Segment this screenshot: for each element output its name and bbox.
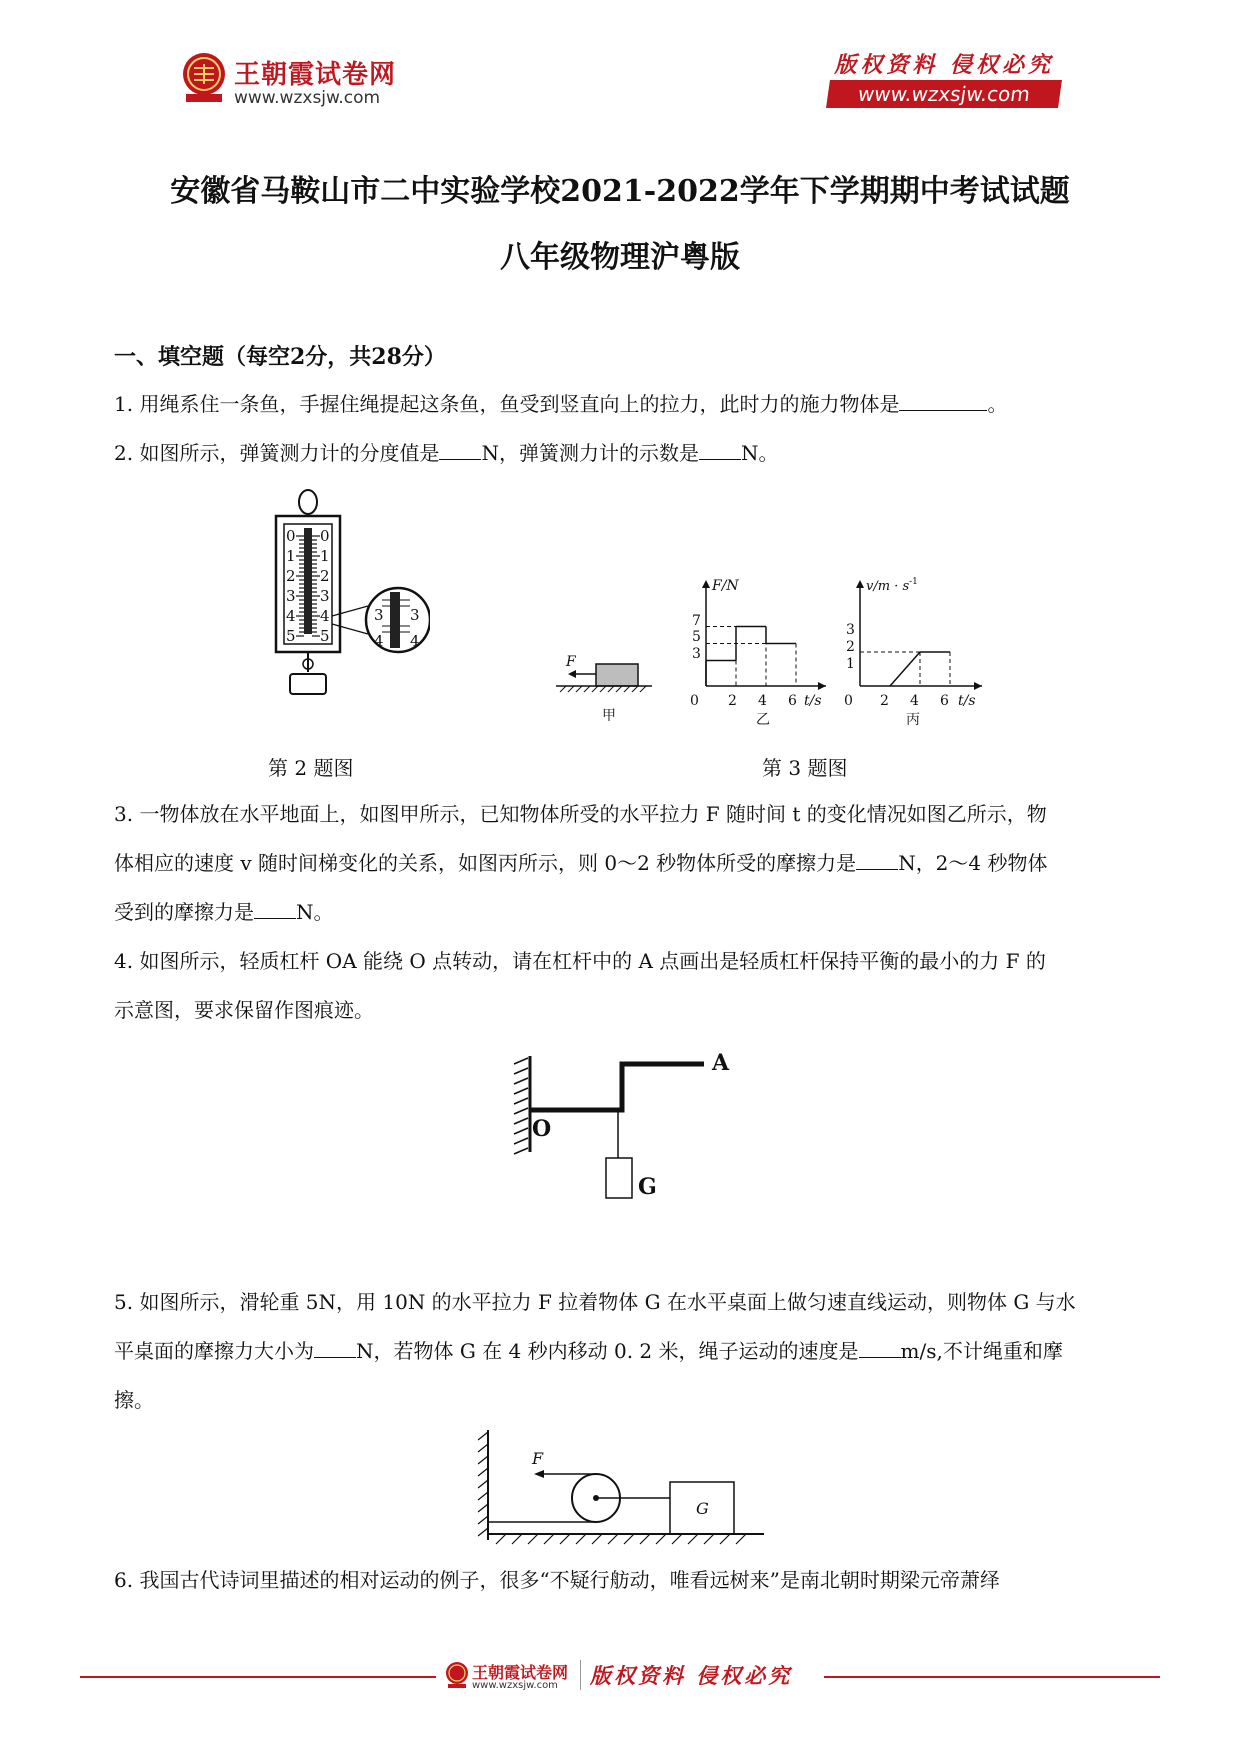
- force-label: F: [566, 654, 576, 670]
- pulley-figure: [474, 1428, 764, 1552]
- question-5-line1: 5. 如图所示，滑轮重 5N，用 10N 的水平拉力 F 拉着物体 G 在水平桌面上做匀速直线运动，则物体 G 与水: [114, 1290, 1076, 1314]
- question-5-line3: 擦。: [114, 1388, 154, 1412]
- question-3-line3: 受到的摩擦力是 N。: [114, 900, 334, 924]
- page-subtitle: 八年级物理沪粤版: [500, 240, 740, 275]
- scale-tick-label: 3: [320, 587, 330, 605]
- fig3-bing-ylabel: $v/m \cdot s^{-1}$: [866, 577, 918, 594]
- fig-caption-yi: 乙: [756, 712, 770, 728]
- scale-tick-label: 1: [286, 547, 296, 565]
- zoom-tick-label: 4: [410, 632, 420, 650]
- answer-blank[interactable]: [314, 1339, 356, 1358]
- scale-tick-label: 4: [320, 607, 330, 625]
- footer-divider: [580, 1660, 581, 1690]
- fig3-yi-xtick: 4: [758, 693, 767, 709]
- lever-label-o: O: [532, 1116, 552, 1142]
- fig3-yi-ytick: 5: [692, 629, 701, 645]
- logo-name: 王朝霞试卷网: [234, 60, 397, 90]
- fig3-yi-xtick: 6: [788, 693, 797, 709]
- fig3-bing-ytick: 2: [846, 639, 855, 655]
- copyright-banner: [822, 48, 1060, 110]
- pulley-label-f: F: [532, 1449, 544, 1468]
- scale-tick-label: 2: [320, 567, 330, 585]
- fig3-bing-xlabel: t/s: [958, 693, 976, 709]
- scale-tick-label: 5: [320, 627, 330, 645]
- fig3-bing-xtick: 4: [910, 693, 919, 709]
- fig3-yi-ytick: 3: [692, 646, 701, 662]
- question-6-line1: 6. 我国古代诗词里描述的相对运动的例子，很多“不疑行舫动，唯看远树来”是南北朝时期梁元帝萧绎: [114, 1568, 1000, 1592]
- footer-logo-url[interactable]: www.wzxsjw.com: [472, 1680, 558, 1691]
- answer-blank[interactable]: [899, 392, 987, 411]
- section-heading: 一、填空题（每空2分，共28分）: [114, 344, 446, 370]
- question-3-line1: 3. 一物体放在水平地面上，如图甲所示，已知物体所受的水平拉力 F 随时间 t 的变化情况如图乙所示，物: [114, 802, 1047, 826]
- lever-figure: [504, 1046, 744, 1216]
- question-1: 1. 用绳系住一条鱼，手握住绳提起这条鱼，鱼受到竖直向上的拉力，此时力的施力物体是 。: [114, 392, 1008, 416]
- lever-label-a: A: [712, 1050, 730, 1076]
- question-2: 2. 如图所示，弹簧测力计的分度值是 N，弹簧测力计的示数是 N。: [114, 441, 779, 465]
- answer-blank[interactable]: [859, 1339, 901, 1358]
- zoom-tick-label: 4: [374, 632, 384, 650]
- scale-tick-label: 3: [286, 587, 296, 605]
- scale-tick-label: 0: [320, 527, 330, 545]
- question-3-line2: 体相应的速度 v 随时间梯变化的关系，如图丙所示，则 0～2 秒物体所受的摩擦力是 N，2～4 秒物体: [114, 851, 1048, 875]
- footer-rule-left: [80, 1676, 436, 1678]
- velocity-segment: [890, 652, 920, 686]
- fig3-bing-xtick: 0: [844, 693, 853, 709]
- fig3-bing-ytick: 3: [846, 622, 855, 638]
- footer-logo-name: 王朝霞试卷网: [472, 1663, 569, 1682]
- scale-tick-label: 5: [286, 627, 296, 645]
- fig3-yi-chart: [676, 570, 836, 730]
- fig3-jia-block: [556, 640, 658, 730]
- fig3-yi-xlabel: t/s: [804, 693, 822, 709]
- fig-caption-bing: 丙: [906, 712, 920, 728]
- seal-icon: [180, 50, 228, 106]
- fig3-bing-xtick: 6: [940, 693, 949, 709]
- copyright-url[interactable]: www.wzxsjw.com: [826, 80, 1062, 108]
- answer-blank[interactable]: [254, 900, 296, 919]
- zoom-tick-label: 3: [410, 606, 420, 624]
- copyright-text: 版权资料 侵权必究: [834, 52, 1054, 78]
- fig2-caption: 第 2 题图: [268, 756, 354, 780]
- scale-tick-label: 2: [286, 567, 296, 585]
- fig3-bing-ytick: 1: [846, 656, 855, 672]
- zoom-tick-label: 3: [374, 606, 384, 624]
- page-title: 安徽省马鞍山市二中实验学校2021-2022学年下学期期中考试试题: [170, 174, 1070, 209]
- spring-scale-figure: [270, 488, 430, 708]
- fig3-bing-chart: [830, 570, 1000, 730]
- header-logo: [180, 50, 440, 110]
- question-5-line2: 平桌面的摩擦力大小为 N，若物体 G 在 4 秒内移动 0. 2 米，绳子运动的速度是 m/s,不计绳重和摩: [114, 1339, 1063, 1363]
- answer-blank[interactable]: [699, 441, 741, 460]
- scale-tick-label: 4: [286, 607, 296, 625]
- answer-blank[interactable]: [856, 851, 898, 870]
- fig3-bing-xtick: 2: [880, 693, 889, 709]
- scale-tick-label: 1: [320, 547, 330, 565]
- scale-tick-label: 0: [286, 527, 296, 545]
- fig3-yi-ytick: 7: [692, 613, 701, 629]
- footer-seal-icon: [444, 1660, 470, 1690]
- answer-blank[interactable]: [439, 441, 481, 460]
- fig3-yi-xtick: 0: [690, 693, 699, 709]
- question-4-line1: 4. 如图所示，轻质杠杆 OA 能绕 O 点转动，请在杠杆中的 A 点画出是轻质杠杆保持平衡的最小的力 F 的: [114, 949, 1046, 973]
- fig3-yi-ylabel: F/N: [712, 578, 739, 594]
- fig3-yi-xtick: 2: [728, 693, 737, 709]
- pulley-label-g: G: [696, 1499, 709, 1518]
- footer-copyright: 版权资料 侵权必究: [590, 1663, 793, 1688]
- fig-caption-jia: 甲: [602, 708, 616, 724]
- question-4-line2: 示意图，要求保留作图痕迹。: [114, 998, 374, 1022]
- logo-url[interactable]: www.wzxsjw.com: [234, 88, 381, 108]
- fig3-caption: 第 3 题图: [762, 756, 848, 780]
- lever-label-g: G: [638, 1174, 657, 1200]
- footer-rule-right: [824, 1676, 1160, 1678]
